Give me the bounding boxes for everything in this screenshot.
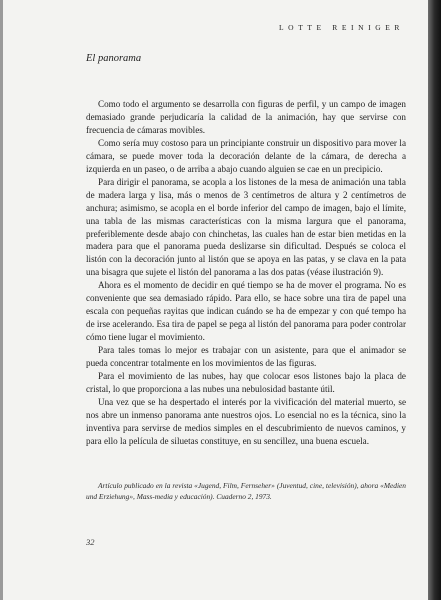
- body-text: [86, 98, 406, 448]
- page-edge-shadow: [428, 0, 441, 600]
- paragraph: Ahora es el momento de decidir en qué tiempo se ha de mover el programa. No es conveniente que sea demasiado rápido. Para ello, se hace sobre una tira de papel una escala con pequeñas rayitas que indican cuándo se ha de empezar y con qué tempo ha de irse acelerando. Esa tira de papel se pega al listón del panorama para poder controlar cómo tiene lugar el movimiento.: [86, 280, 406, 343]
- page-number: 32: [86, 537, 95, 547]
- paragraph: Como todo el argumento se desarrolla con figuras de perfil, y un campo de imagen demasiado grande perjudicaría la calidad de la animación, hay que servirse con frecuencia de cámaras movibles.: [86, 99, 406, 135]
- paragraph: Para el movimiento de las nubes, hay que colocar esos listones bajo la placa de cristal, lo que proporciona a las nubes una nebulosidad bastante útil.: [86, 371, 406, 394]
- running-head: LOTTE REINIGER: [279, 23, 405, 32]
- paragraph: Una vez que se ha despertado el interés por la vivificación del material muerto, se nos abre un inmenso panorama ante nuestros ojos. Lo esencial no es la técnica, sino la inventiva para servirse de medios simples en el descubrimiento de nuevos caminos, y para ello la película de siluetas constituye, en su sencillez, una buena escuela.: [86, 396, 406, 446]
- paragraph: Para dirigir el panorama, se acopla a los listones de la mesa de animación una tabla de madera larga y lisa, más o menos de 3 centímetros de altura y 2 centímetros de anchura; asimismo, se acopla en el borde inferior del campo de imagen, bajo el límite, una tabla de las mismas características con la misma largura que el panorama, preferiblemente desde abajo con chinchetas, las cuales han de estar bien metidas en la madera para que el panorama pueda deslizarse sin dificultad. Después se coloca el listón con la decoración junto al listón que se apoya en las patas, y se clava en la pata una bisagra que sujete el listón del panorama a las dos patas (véase ilustración 9).: [86, 176, 406, 278]
- section-title: El panorama: [86, 53, 142, 64]
- paragraph: Para tales tomas lo mejor es trabajar con un asistente, para que el animador se pueda concentrar totalmente en los movimientos de las figuras.: [86, 345, 406, 369]
- paragraph: Como sería muy costoso para un principiante construir un dispositivo para mover la cámara, se puede mover toda la decoración delante de la cámara, de derecha a izquierda en un paseo, o de arriba a abajo cuando alguien se cae en un precipicio.: [86, 137, 406, 174]
- source-footnote: Artículo publicado en la revista «Jugend, Film, Fernseher» (Juventud, cine, televisión), ahora «Medien und Erziehung», Mass-media y educación). Cuaderno 2, 1973.: [86, 481, 406, 502]
